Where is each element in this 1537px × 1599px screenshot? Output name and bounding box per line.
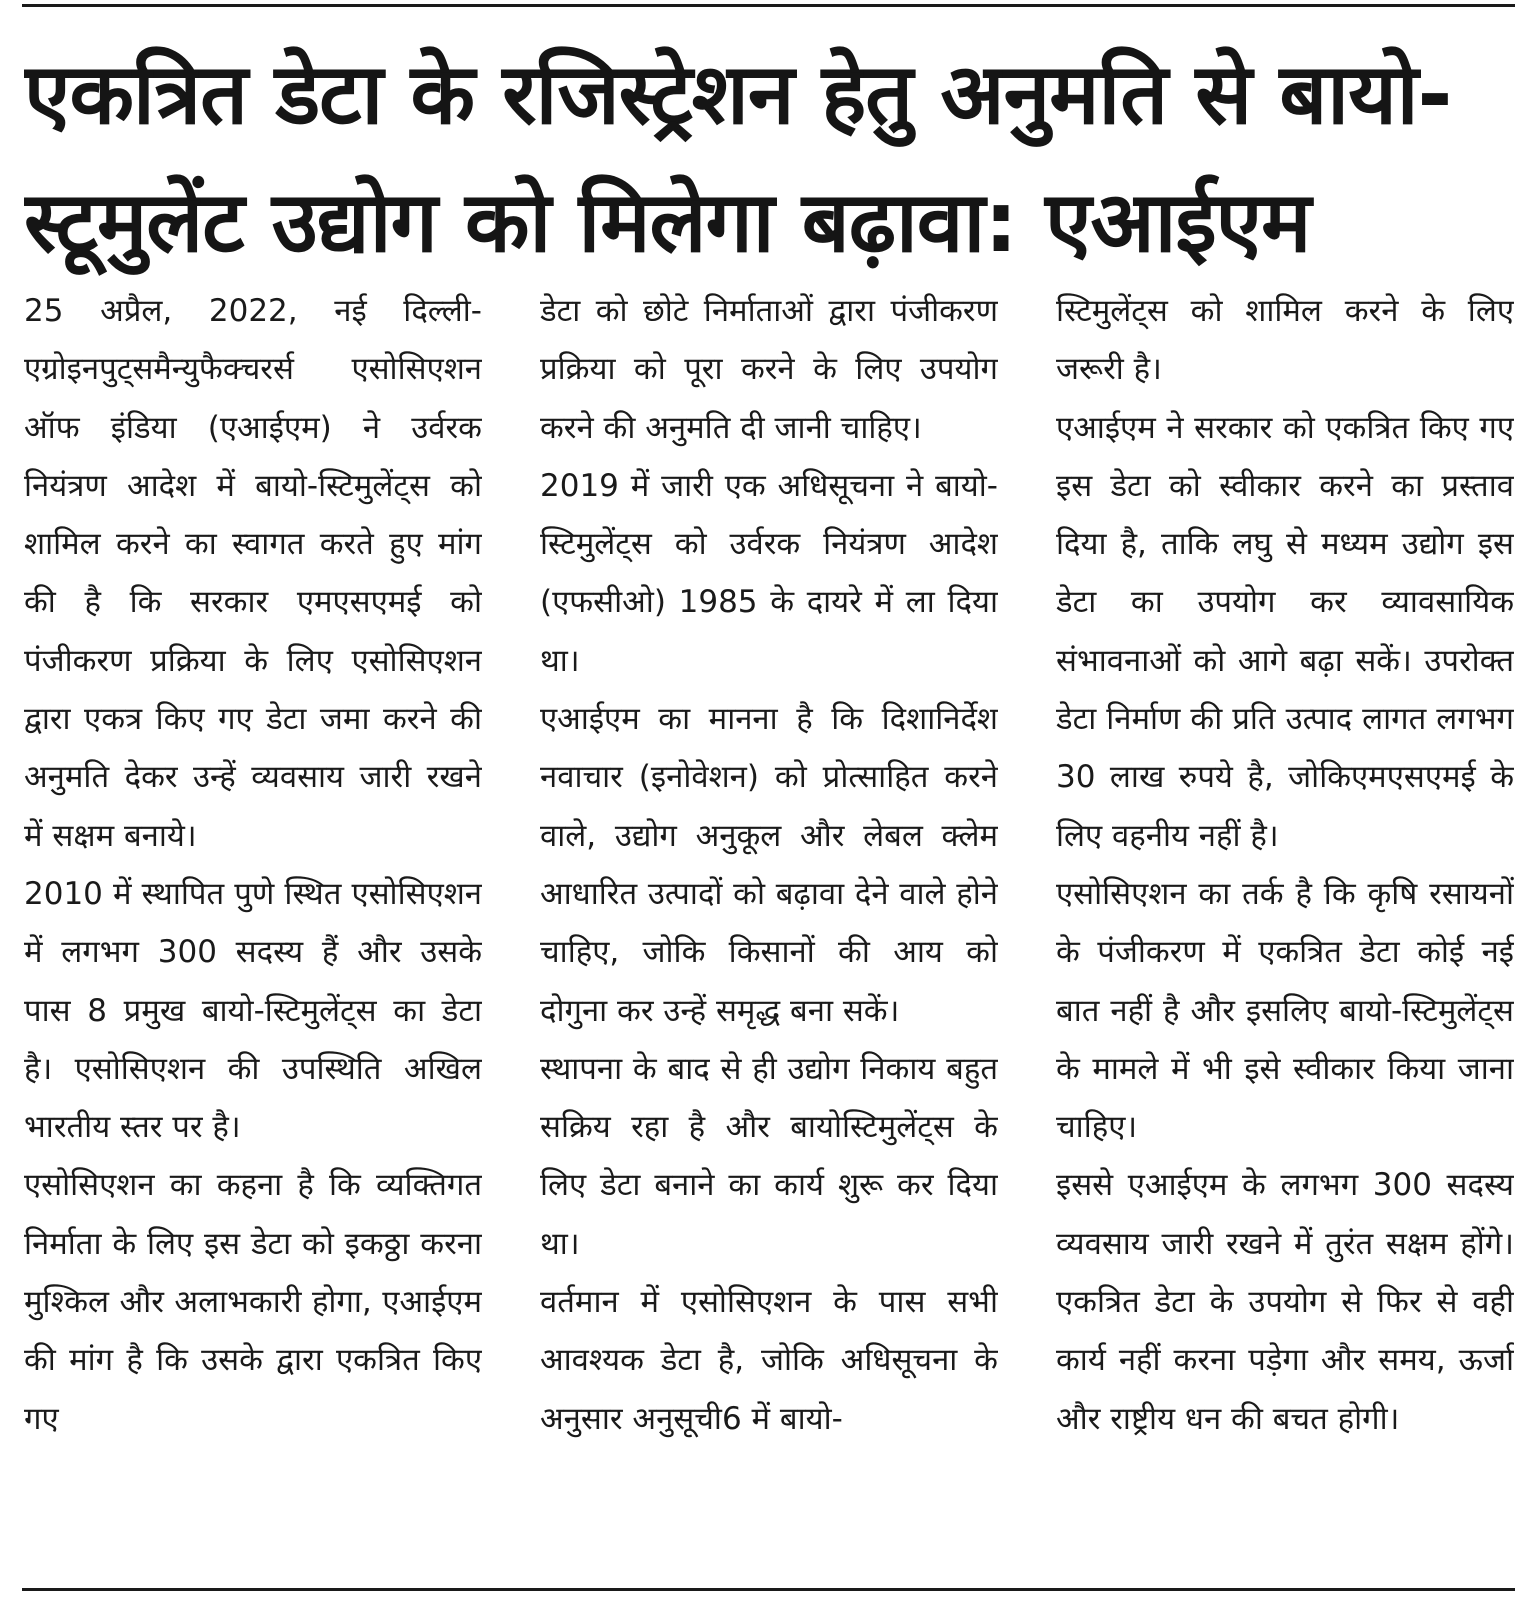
paragraph: वर्तमान में एसोसिएशन के पास सभी आवश्यक डेटा है, जोकि अधिसूचना के अनुसार अनुसूची6 में बायो- xyxy=(540,1284,998,1437)
paragraph: 2019 में जारी एक अधिसूचना ने बायो-स्टिमुलेंट्स को उर्वरक नियंत्रण आदेश (एफसीओ) 1985 के दायरे में ला दिया था। xyxy=(540,467,998,679)
paragraph: एसोसिएशन का कहना है कि व्यक्तिगत निर्माता के लिए इस डेटा को इकठ्ठा करना मुश्किल और अलाभकारी होगा, एआईएम की मांग है कि उसके द्वारा एकत्रित किए गए xyxy=(24,1167,482,1437)
paragraph: डेटा को छोटे निर्माताओं द्वारा पंजीकरण प्रक्रिया को पूरा करने के लिए उपयोग करने की अनुमति दी जानी चाहिए। xyxy=(540,293,998,446)
bottom-rule xyxy=(22,1588,1515,1591)
paragraph: स्टिमुलेंट्स को शामिल करने के लिए जरूरी है। xyxy=(1056,293,1514,388)
paragraph: स्थापना के बाद से ही उद्योग निकाय बहुत सक्रिय रहा है और बायोस्टिमुलेंट्स के लिए डेटा बनाने का कार्य शुरू कर दिया था। xyxy=(540,1050,998,1262)
top-rule xyxy=(22,4,1515,7)
column-2 xyxy=(540,282,998,1572)
article-columns xyxy=(24,282,1514,1572)
paragraph: एसोसिएशन का तर्क है कि कृषि रसायनों के पंजीकरण में एकत्रित डेटा कोई नई बात नहीं है और इसलिए बायो-स्टिमुलेंट्स के मामले में भी इसे स्वीकार किया जाना चाहिए। xyxy=(1056,875,1514,1146)
headline xyxy=(24,30,1514,286)
column-3 xyxy=(1056,282,1514,1572)
headline-line-1: एकत्रित डेटा के रजिस्ट्रेशन हेतु अनुमति से बायो- xyxy=(24,45,1452,143)
paragraph: 2010 में स्थापित पुणे स्थित एसोसिएशन में लगभग 300 सदस्य हैं और उसके पास 8 प्रमुख बायो-स्टिमुलेंट्स का डेटा है। एसोसिएशन की उपस्थिति अखिल भारतीय स्तर पर है। xyxy=(24,875,482,1146)
headline-line-2: स्टूमुलेंट उद्योग को मिलेगा बढ़ावा: एआईएम xyxy=(24,173,1311,271)
paragraph: 25 अप्रैल, 2022, नई दिल्ली- एग्रोइनपुट्समैन्युफैक्चरर्स एसोसिएशन ऑफ इंडिया (एआईएम) ने उर्वरक नियंत्रण आदेश में बायो-स्टिमुलेंट्स को शामिल करने का स्वागत करते हुए मांग की है कि सरकार एमएसएमई को पंजीकरण प्रक्रिया के लिए एसोसिएशन द्वारा एकत्र किए गए डेटा जमा करने की अनुमति देकर उन्हें व्यवसाय जारी रखने में सक्षम बनाये। xyxy=(24,293,482,854)
paragraph: इससे एआईएम के लगभग 300 सदस्य व्यवसाय जारी रखने में तुरंत सक्षम होंगे। एकत्रित डेटा के उपयोग से फिर से वही कार्य नहीं करना पड़ेगा और समय, ऊर्जा और राष्ट्रीय धन की बचत होगी। xyxy=(1056,1167,1514,1437)
paragraph: एआईएम का मानना है कि दिशानिर्देश नवाचार (इनोवेशन) को प्रोत्साहित करने वाले, उद्योग अनुकूल और लेबल क्लेम आधारित उत्पादों को बढ़ावा देने वाले होने चाहिए, जोकि किसानों की आय को दोगुना कर उन्हें समृद्ध बना सकें। xyxy=(540,701,998,1029)
column-1 xyxy=(24,282,482,1572)
paragraph: एआईएम ने सरकार को एकत्रित किए गए इस डेटा को स्वीकार करने का प्रस्ताव दिया है, ताकि लघु से मध्यम उद्योग इस डेटा का उपयोग कर व्यावसायिक संभावनाओं को आगे बढ़ा सकें। उपरोक्त डेटा निर्माण की प्रति उत्पाद लागत लगभग 30 लाख रुपये है, जोकिएमएसएमई के लिए वहनीय नहीं है। xyxy=(1056,409,1514,854)
